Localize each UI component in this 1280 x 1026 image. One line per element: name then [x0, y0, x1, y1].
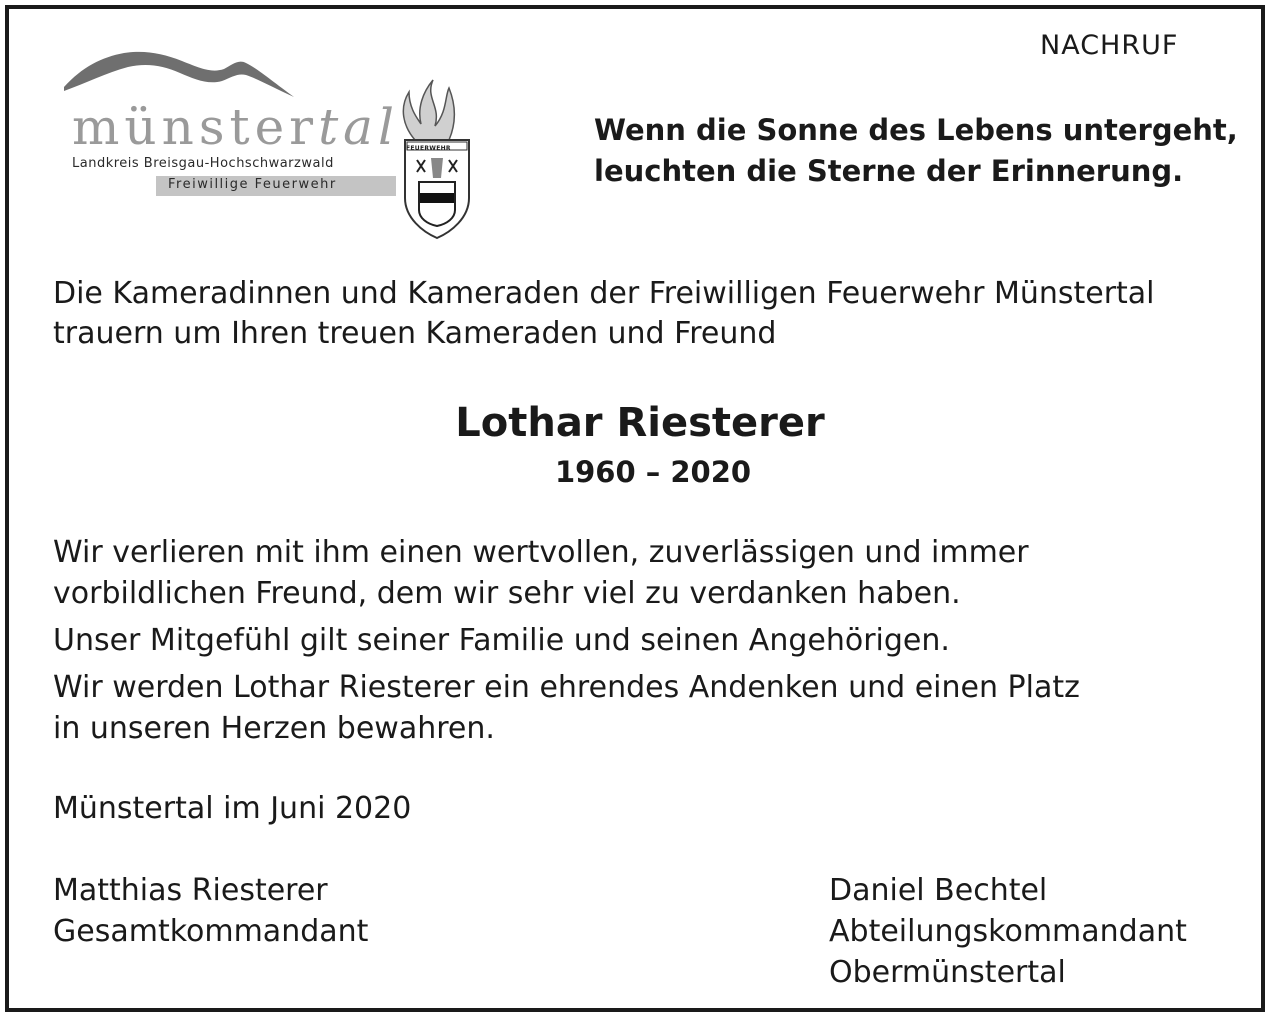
logo-wordmark	[72, 98, 399, 156]
motto-line-2: leuchten die Sterne der Erinnerung.	[594, 154, 1184, 188]
notice-label: NACHRUF	[1040, 30, 1179, 61]
intro-line-1: Die Kameradinnen und Kameraden der Freiwilligen Feuerwehr Münstertal	[53, 276, 1155, 311]
logo-word-italic: tal	[318, 98, 399, 156]
signature-right-unit: Obermünstertal	[829, 955, 1066, 990]
intro-line-2: trauern um Ihren treuen Kameraden und Freund	[53, 316, 777, 351]
deceased-name: Lothar Riesterer	[455, 400, 825, 446]
message-p1-line-2: vorbildlichen Freund, dem wir sehr viel zu verdanken haben.	[53, 576, 961, 611]
message-p3-line-1: Wir werden Lothar Riesterer ein ehrendes Andenken und einen Platz	[53, 670, 1080, 705]
signature-left-title: Gesamtkommandant	[53, 914, 369, 949]
flame-crest-icon	[385, 78, 475, 243]
crest-text: FEUERWEHR	[406, 145, 451, 152]
logo-band-text: Freiwillige Feuerwehr	[168, 177, 337, 192]
logo-word-plain: münster	[72, 98, 319, 156]
signature-left-name: Matthias Riesterer	[53, 873, 328, 908]
place-date: Münstertal im Juni 2020	[53, 791, 412, 826]
signature-right-title: Abteilungskommandant	[829, 914, 1187, 949]
logo-subtitle: Landkreis Breisgau-Hochschwarzwald	[72, 156, 334, 171]
message-p1-line-1: Wir verlieren mit ihm einen wertvollen, zuverlässigen und immer	[53, 535, 1029, 570]
motto-line-1: Wenn die Sonne des Lebens untergeht,	[594, 113, 1238, 147]
message-p2: Unser Mitgefühl gilt seiner Familie und seinen Angehörigen.	[53, 623, 950, 658]
mountain-icon	[62, 45, 302, 105]
signature-right-name: Daniel Bechtel	[829, 873, 1048, 908]
deceased-years: 1960 – 2020	[554, 455, 752, 489]
message-p3-line-2: in unseren Herzen bewahren.	[53, 711, 495, 746]
